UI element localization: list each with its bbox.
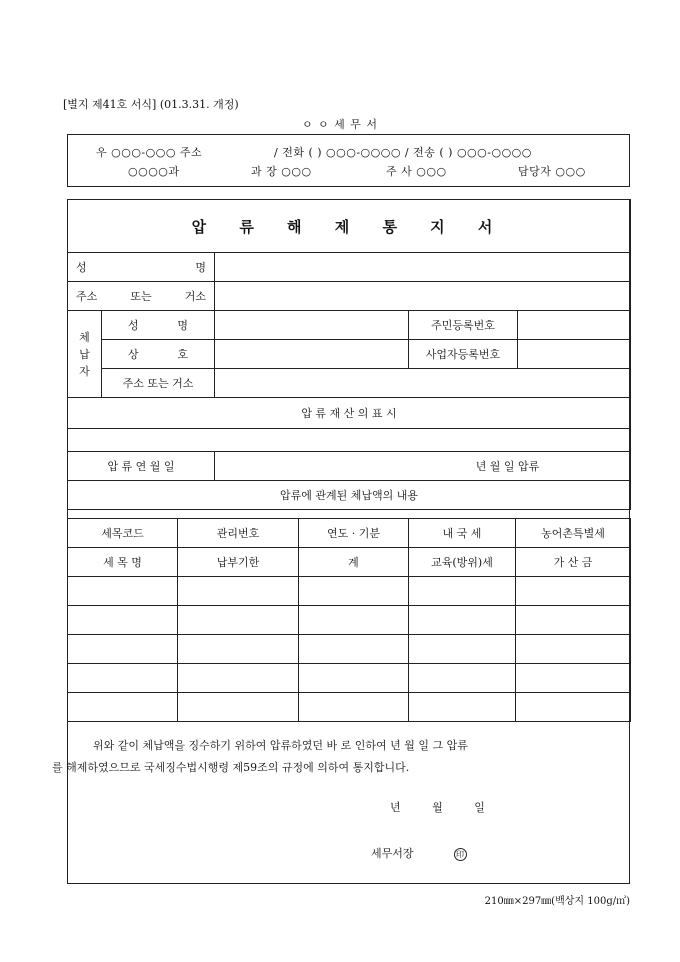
paper-spec: 210㎜×297㎜(백상지 100g/㎡) xyxy=(484,896,630,907)
col-rural-tax: 농어촌특별세 xyxy=(516,519,631,548)
col-tax-code: 세목코드 xyxy=(68,519,178,548)
business-name-label: 상 호 xyxy=(102,340,215,369)
arrears-header-2 xyxy=(68,548,631,577)
zip-address: 우 ○○○-○○○ 주소 xyxy=(96,146,203,159)
col-domestic-tax: 내 국 세 xyxy=(409,519,516,548)
seal-icon: 印 xyxy=(454,848,467,861)
col-due-date: 납부기한 xyxy=(178,548,299,577)
related-header-row xyxy=(68,481,631,510)
business-number-label: 사업자등록번호 xyxy=(409,340,518,369)
business-number-field[interactable] xyxy=(518,340,631,369)
person-in-charge: 담당자 ○○○ xyxy=(518,165,586,178)
taxpayer-name-row xyxy=(68,311,631,340)
taxpayer-name-label: 성 명 xyxy=(102,311,215,340)
col-penalty: 가 산 금 xyxy=(516,548,631,577)
taxpayer-name-field[interactable] xyxy=(215,311,409,340)
table-row xyxy=(68,664,631,693)
table-row xyxy=(68,577,631,606)
taxpayer-address-row xyxy=(68,369,631,398)
signature-line xyxy=(371,845,467,861)
address-field[interactable] xyxy=(215,282,631,311)
col-education-tax: 교육(방위)세 xyxy=(409,548,516,577)
business-row xyxy=(68,340,631,369)
contact-row-1 xyxy=(68,144,629,162)
name-row xyxy=(68,253,631,282)
officer: 주 사 ○○○ xyxy=(386,165,447,178)
address-label: 주소 또는 거소 xyxy=(68,282,215,311)
table-row xyxy=(68,635,631,664)
property-field[interactable] xyxy=(68,429,631,452)
tax-office-name: ㅇ ㅇ 세 무 서 xyxy=(301,118,379,131)
title-row xyxy=(68,200,631,253)
property-header-row xyxy=(68,398,631,429)
name-label: 성 명 xyxy=(68,253,215,282)
resident-number-label: 주민등록번호 xyxy=(409,311,518,340)
seizure-date-row xyxy=(68,452,631,481)
arrears-header-1 xyxy=(68,519,631,548)
col-management-no: 관리번호 xyxy=(178,519,299,548)
department: ○○○○과 xyxy=(128,165,180,178)
arrears-table xyxy=(67,518,631,722)
notice-line-1: 위와 같이 체납액을 징수하기 위하여 압류하였던 바 로 인하여 년 월 일 그 압류 xyxy=(93,739,468,752)
signer-title: 세무서장 xyxy=(371,847,414,860)
taxpayer-address-field[interactable] xyxy=(215,369,631,398)
property-label: 압 류 재 산 의 표 시 xyxy=(68,398,631,429)
contact-row-2 xyxy=(68,163,629,181)
property-row xyxy=(68,429,631,452)
notice-date: 년 월 일 xyxy=(390,801,485,814)
section-chief: 과 장 ○○○ xyxy=(251,165,312,178)
col-year-period: 연도 · 기분 xyxy=(299,519,409,548)
business-name-field[interactable] xyxy=(215,340,409,369)
table-row xyxy=(68,606,631,635)
taxpayer-address-label: 주소 또는 거소 xyxy=(102,369,215,398)
office-contact-box xyxy=(67,134,630,187)
form-table xyxy=(67,199,631,510)
form-title: 압 류 해 제 통 지 서 xyxy=(68,200,631,253)
notice-text xyxy=(52,735,630,779)
taxpayer-label: 체 납 자 xyxy=(68,311,102,398)
table-row xyxy=(68,693,631,722)
seizure-date-value[interactable]: 년 월 일 압류 xyxy=(215,452,631,481)
seizure-date-label: 압 류 연 월 일 xyxy=(68,452,215,481)
resident-number-field[interactable] xyxy=(518,311,631,340)
address-row xyxy=(68,282,631,311)
col-total: 계 xyxy=(299,548,409,577)
name-field[interactable] xyxy=(215,253,631,282)
related-amount-label: 압류에 관계된 체납액의 내용 xyxy=(68,481,631,510)
col-tax-name: 세 목 명 xyxy=(68,548,178,577)
notice-form xyxy=(67,199,630,884)
form-number-label: [별지 제41호 서식] (01.3.31. 개정) xyxy=(63,98,239,111)
phone-fax: / 전화 ( ) ○○○-○○○○ / 전송 ( ) ○○○-○○○○ xyxy=(274,146,532,159)
notice-line-2: 를 해제하였으므로 국세징수법시행령 제59조의 규정에 의하여 통지합니다. xyxy=(52,761,410,774)
